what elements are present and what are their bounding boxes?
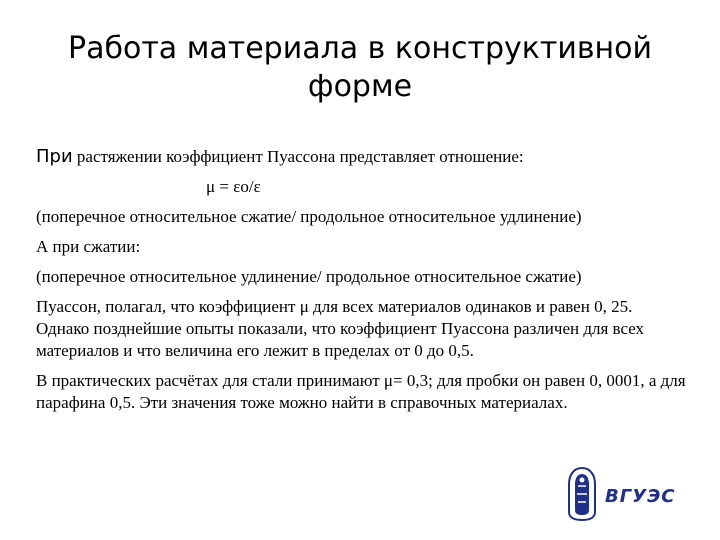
paragraph-practical-values: В практических расчётах для стали принимают μ= 0,3; для пробки он равен 0, 0001, а для парафина 0,5. Эти значения тоже можно найти в справочных материалах.	[36, 371, 686, 412]
slide-body	[36, 146, 686, 422]
logo-text: ВГУЭС	[605, 486, 676, 507]
paragraph-compression-ratio: (поперечное относительное удлинение/ продольное относительное сжатие)	[36, 267, 582, 286]
paragraph-tension-ratio: (поперечное относительное сжатие/ продольное относительное удлинение)	[36, 207, 582, 226]
university-logo	[565, 466, 675, 522]
slide-title: Работа материала в конструктивной форме	[67, 31, 652, 104]
paragraph-lead-word: При	[36, 146, 73, 167]
paragraph-tension-text: растяжении коэффициент Пуассона представляет отношение:	[72, 147, 524, 166]
paragraph-poisson-history: Пуассон, полагал, что коэффициент μ для всех материалов одинаков и равен 0, 25. Однако позднейшие опыты показали, что коэффициент Пуассона различен для всех материалов и что величина его лежит в пределах от 0 до 0,5.	[36, 297, 645, 360]
emblem-icon	[565, 466, 599, 522]
poisson-formula: μ = εо/ε	[206, 177, 261, 196]
paragraph-tension	[36, 146, 686, 168]
paragraph-compression: А при сжатии:	[36, 237, 141, 256]
